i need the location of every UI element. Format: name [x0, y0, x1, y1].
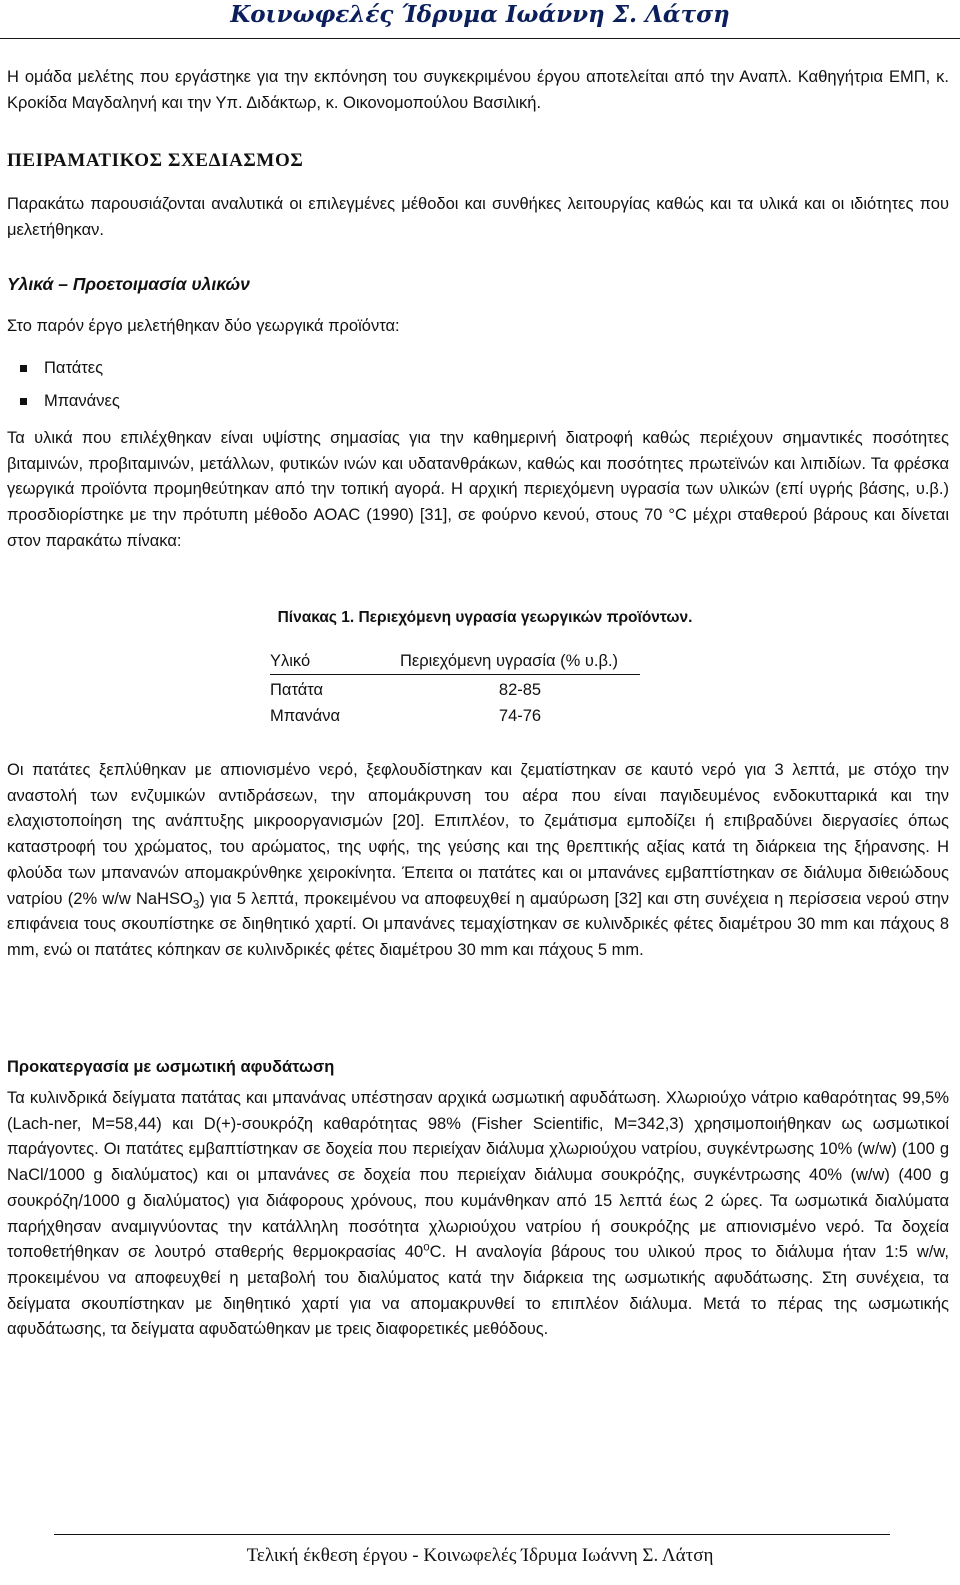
- materials-list: [20, 352, 120, 418]
- header-divider: [0, 38, 960, 39]
- preparation-text-continued: ) για 5 λεπτά, προκειμένου να αποφευχθεί η αμαύρωση [32] και στη συνέχεια η περίσσεια νερού στην επιφάνεια τους σκουπίστηκε σε διηθητικό χαρτί. Οι μπανάνες τεμαχίστηκαν σε κυλινδρικές φέτες διαμέτρου 30 mm και πάχους 8 mm, ενώ οι πατάτες κόπηκαν σε κυλινδρικές φέτες διαμέτρου 30 mm και πάχους 5 mm.: [7, 889, 950, 959]
- table-header-cell: Περιεχόμενη υγρασία (% υ.β.): [400, 648, 640, 675]
- osmotic-paragraph: [7, 1086, 949, 1343]
- osmotic-superscript: o: [423, 1241, 430, 1254]
- header-title: Κοινωφελές Ίδρυμα Ιωάννη Σ. Λάτση: [230, 1, 730, 28]
- square-bullet-icon: [20, 365, 27, 372]
- table-header-cell: Υλικό: [270, 648, 400, 675]
- osmotic-text-continued: C. Η αναλογία βάρους του υλικού προς το διάλυμα ήταν 1:5 w/w, προκειμένου να αποφευχθεί η μεταβολή του διαλύματος κατά την διάρκεια της ωσμωτικής αφυδάτωσης. Στη συνέχεια, τα δείγματα σκουπίστηκαν με διηθητικό χαρτί για να απομακρυνθεί το επιπλέον διάλυμα. Μετά το πέρας της ωσμωτικής αφυδάτωσης, τα δείγματα αφυδατώθηκαν με τρεις διαφορετικές μεθόδους.: [7, 1243, 949, 1339]
- moisture-table: [270, 648, 640, 729]
- table-cell: 82-85: [498, 680, 542, 699]
- intro-paragraph: Η ομάδα μελέτης που εργάστηκε για την εκπόνηση του συγκεκριμένου έργου αποτελείται από την Αναπλ. Καθηγήτρια ΕΜΠ, κ. Κροκίδα Μαγδαληνή και την Υπ. Διδάκτωρ, κ. Οικονομοπούλου Βασιλική.: [7, 68, 949, 112]
- table-header-row: [270, 648, 640, 675]
- list-item-label: Μπανάνες: [44, 392, 120, 410]
- table-row: [270, 703, 640, 729]
- square-bullet-icon: [20, 398, 27, 405]
- table-cell: 74-76: [498, 706, 542, 725]
- section-heading: ΠΕΙΡΑΜΑΤΙΚΟΣ ΣΧΕΔΙΑΣΜΟΣ: [7, 150, 304, 171]
- list-item: [20, 385, 120, 418]
- preparation-subscript: 3: [192, 898, 200, 911]
- materials-intro: Στο παρόν έργο μελετήθηκαν δύο γεωργικά προϊόντα:: [7, 317, 400, 335]
- materials-description: Τα υλικά που επιλέχθηκαν είναι υψίστης σημασίας για την καθημερινή διατροφή καθώς περιέχουν σημαντικές ποσότητες βιταμινών, προβιταμινών, μετάλλων, φυτικών ινών και υδατανθράκων, καθώς και ποσότητες πρωτεϊνών και λιπιδίων. Τα φρέσκα γεωργικά προϊόντα προμηθεύτηκαν από την τοπική αγορά. Η αρχική περιεχόμενη υγρασία των υλικών (επί υγρής βάσης, υ.β.) προσδιορίστηκε με την πρότυπη μέθοδο AOAC (1990) [31], σε φούρνο κενού, στους 70 °C μέχρι σταθερού βάρους και δίνεται στον παρακάτω πίνακα:: [7, 429, 949, 550]
- table-caption: Πίνακας 1. Περιεχόμενη υγρασία γεωργικών προϊόντων.: [277, 609, 693, 626]
- footer-text: Τελική έκθεση έργου - Κοινωφελές Ίδρυμα Ιωάννη Σ. Λάτση: [246, 1545, 714, 1566]
- preparation-text: Οι πατάτες ξεπλύθηκαν με απιονισμένο νερό, ξεφλουδίστηκαν και ζεματίστηκαν σε καυτό νερό για 3 λεπτά, με στόχο την αναστολή των ενζυμικών αντιδράσεων, την απομάκρυνση του αέρα που είναι παγιδευμένος ενδοκυτταρικά και την ελαχιστοποίηση της ανάπτυξης μικροοργανισμών [20]. Επιπλέον, το ζεμάτισμα εμποδίζει ή επιβραδύνει διεργασίες όπως καταστροφή του χρώματος, του αρώματος, της υφής, της γεύσης και της θρεπτικής αξίας κατά τη διάρκεια της ξήρανσης. Η φλούδα των μπανανών απομακρύνθηκε χειροκίνητα. Έπειτα οι πατάτες και οι μπανάνες εμβαπτίστηκαν σε διάλυμα διθειώδους νατρίου (2% w/w NaHSO: [7, 761, 949, 908]
- section-lead-paragraph: Παρακάτω παρουσιάζονται αναλυτικά οι επιλεγμένες μέθοδοι και συνθήκες λειτουργίας καθώς και τα υλικά και οι ιδιότητες που μελετήθηκαν.: [7, 195, 949, 239]
- table-cell: Πατάτα: [270, 680, 324, 699]
- osmotic-heading: Προκατεργασία με ωσμωτική αφυδάτωση: [7, 1058, 335, 1076]
- footer-divider: [54, 1534, 890, 1535]
- materials-subheading: Υλικά – Προετοιμασία υλικών: [7, 274, 250, 294]
- table-cell: Μπανάνα: [270, 706, 341, 725]
- osmotic-text: Τα κυλινδρικά δείγματα πατάτας και μπανάνας υπέστησαν αρχικά ωσμωτική αφυδάτωση. Χλωριούχο νάτριο καθαρότητας 99,5% (Lach-ner, M=58,44) και D(+)-σουκρόζη καθαρότητας 98% (Fisher Scientific, M=342,3) χρησιμοποιήθηκαν ως ωσμωτικοί παράγοντες. Οι πατάτες εμβαπτίστηκαν σε δοχεία που περιείχαν διάλυμα χλωριούχου νατρίου, συγκέντρωσης 10% (w/w) (100 g NaCl/1000 g διαλύματος) και οι μπανάνες σε δοχεία που περιείχαν διάλυμα σουκρόζης, συγκέντρωσης 40% (w/w) (400 g σουκρόζη/1000 g διαλύματος) για διάφορους χρόνους, που κυμάνθηκαν από 15 λεπτά έως 2 ώρες. Τα ωσμωτικά διαλύματα παρήχθησαν αναμιγνύοντας την κατάλληλη ποσότητα χλωριούχου νατρίου ή σουκρόζης με απιονισμένο νερό. Τα δοχεία τοποθετήθηκαν σε λουτρό σταθερής θερμοκρασίας 40: [7, 1089, 949, 1262]
- table-row: [270, 675, 640, 704]
- preparation-paragraph: [7, 758, 949, 964]
- list-item: [20, 352, 120, 385]
- list-item-label: Πατάτες: [44, 359, 104, 377]
